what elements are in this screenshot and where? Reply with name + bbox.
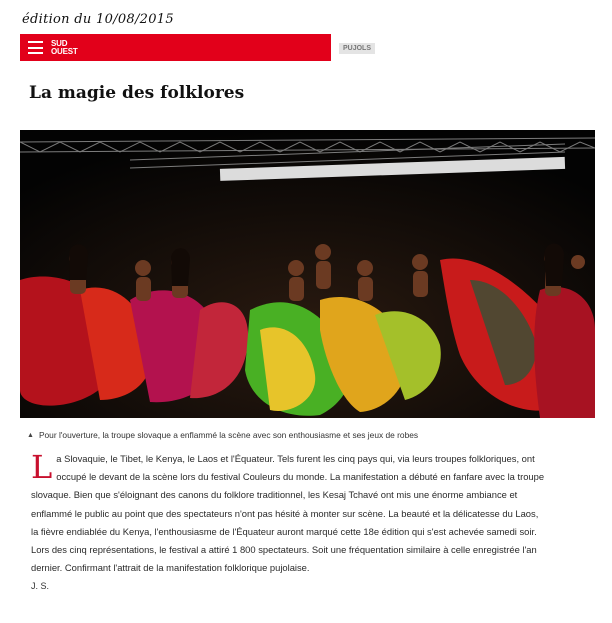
article-body-text: a Slovaquie, le Tibet, le Kenya, le Laos et l'Équateur. Tels furent les cinq pays qui, via leurs troupes folkloriques, ont occupé le devant de la scène lors du festival Couleurs du monde. La manifestation a débuté en fanfare avec la troupe slovaque. Bien que s'éloignant des canons du folklore traditionnel, les Kesaj Tchavé ont mis une énorme ambiance et enflammé le public au point que des spectateurs n'ont pas hésité à monter sur scène. La beauté et la délicatesse du Laos, la fièvre endiablée du Kenya, l'enthousiasme de l'Équateur auront marqué cette 18e édition qui s'est achevée samedi soir. Lors des cinq représentations, le festival a attiré 1 800 spectateurs. Soit une fréquentation similaire à celle enregistrée l'an dernier. Confirmant l'attrait de la manifestation folklorique pujolaise.: [31, 453, 545, 574]
sud-ouest-logo[interactable]: [51, 40, 78, 56]
article-body: [31, 450, 548, 577]
author-signature: J. S.: [31, 581, 50, 591]
logo-line-2: OUEST: [51, 46, 78, 56]
article-photo: [20, 130, 595, 418]
caption-text: Pour l'ouverture, la troupe slovaque a enflammé la scène avec son enthousiasme et ses jeux de robes: [38, 430, 419, 440]
article-headline: La magie des folklores: [29, 83, 245, 103]
logo-line-1: SUD: [51, 38, 68, 48]
hamburger-menu-icon[interactable]: [28, 41, 43, 54]
sud-ouest-masthead[interactable]: [20, 34, 331, 61]
edition-date: édition du 10/08/2015: [22, 12, 174, 27]
triangle-up-icon: ▲: [27, 431, 34, 439]
section-tag[interactable]: PUJOLS: [339, 43, 375, 54]
photo-caption: [27, 430, 418, 440]
drop-cap: L: [31, 448, 53, 486]
